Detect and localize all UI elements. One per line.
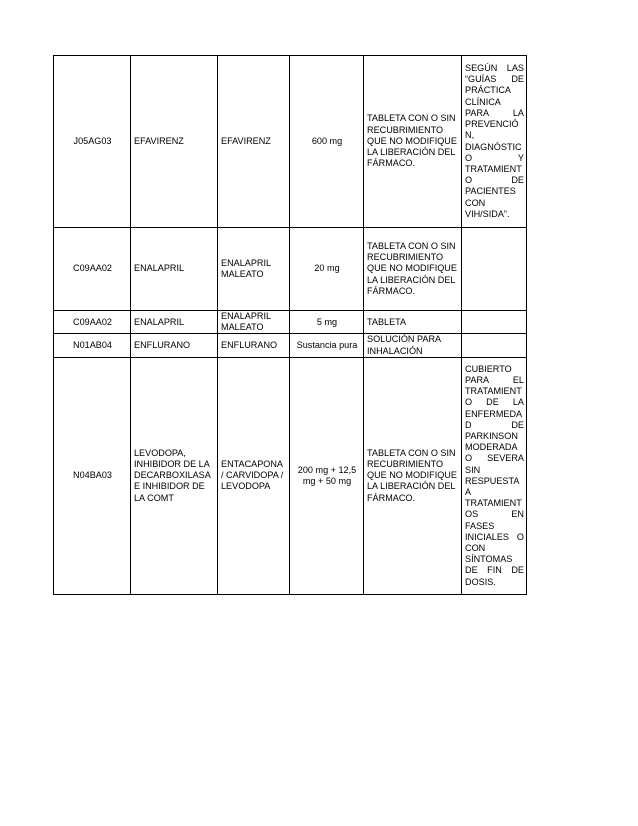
- table-row: [54, 357, 527, 594]
- salt-cell: EFAVIRENZ: [218, 56, 290, 228]
- salt-cell: ENALAPRIL MALEATO: [218, 311, 290, 334]
- table-row: [54, 56, 527, 228]
- generic-name-cell: ENALAPRIL: [131, 311, 218, 334]
- concentration-cell: 600 mg: [290, 56, 364, 228]
- concentration-cell: Sustancia pura: [290, 334, 364, 357]
- atc-code-cell: N04BA03: [54, 357, 131, 594]
- observations-cell: [462, 228, 527, 311]
- pharmaceutical-form-cell: TABLETA: [364, 311, 462, 334]
- table-row: [54, 334, 527, 357]
- generic-name-cell: ENALAPRIL: [131, 228, 218, 311]
- salt-cell: ENFLURANO: [218, 334, 290, 357]
- observations-cell: CUBIERTO PARA EL TRATAMIENTO DE LA ENFERMEDAD DE PARKINSON MODERADA O SEVERA SIN RESPUESTA A TRATAMIENTOS EN FASES INICIALES O CON SÍNTOMAS DE FIN DE DOSIS.: [462, 357, 527, 594]
- table-row: [54, 311, 527, 334]
- table-row: [54, 228, 527, 311]
- observations-cell: [462, 334, 527, 357]
- generic-name-cell: LEVODOPA, INHIBIDOR DE LA DECARBOXILASA E INHIBIDOR DE LA COMT: [131, 357, 218, 594]
- concentration-cell: 5 mg: [290, 311, 364, 334]
- salt-cell: ENTACAPONA / CARVIDOPA / LEVODOPA: [218, 357, 290, 594]
- atc-code-cell: N01AB04: [54, 334, 131, 357]
- atc-code-cell: J05AG03: [54, 56, 131, 228]
- atc-code-cell: C09AA02: [54, 311, 131, 334]
- pharmaceutical-form-cell: SOLUCIÓN PARA INHALACIÓN: [364, 334, 462, 357]
- concentration-cell: 200 mg + 12,5 mg + 50 mg: [290, 357, 364, 594]
- medication-table: [53, 55, 527, 595]
- atc-code-cell: C09AA02: [54, 228, 131, 311]
- generic-name-cell: ENFLURANO: [131, 334, 218, 357]
- observations-cell: SEGÚN LAS “GUÍAS DE PRÁCTICA CLÍNICA PARA LA PREVENCIÓN, DIAGNÓSTICO Y TRATAMIENTO DE PACIENTES CON VIH/SIDA”.: [462, 56, 527, 228]
- pharmaceutical-form-cell: TABLETA CON O SIN RECUBRIMIENTO QUE NO MODIFIQUE LA LIBERACIÓN DEL FÁRMACO.: [364, 228, 462, 311]
- salt-cell: ENALAPRIL MALEATO: [218, 228, 290, 311]
- generic-name-cell: EFAVIRENZ: [131, 56, 218, 228]
- observations-cell: [462, 311, 527, 334]
- pharmaceutical-form-cell: TABLETA CON O SIN RECUBRIMIENTO QUE NO MODIFIQUE LA LIBERACIÓN DEL FÁRMACO.: [364, 56, 462, 228]
- pharmaceutical-form-cell: TABLETA CON O SIN RECUBRIMIENTO QUE NO MODIFIQUE LA LIBERACIÓN DEL FÁRMACO.: [364, 357, 462, 594]
- concentration-cell: 20 mg: [290, 228, 364, 311]
